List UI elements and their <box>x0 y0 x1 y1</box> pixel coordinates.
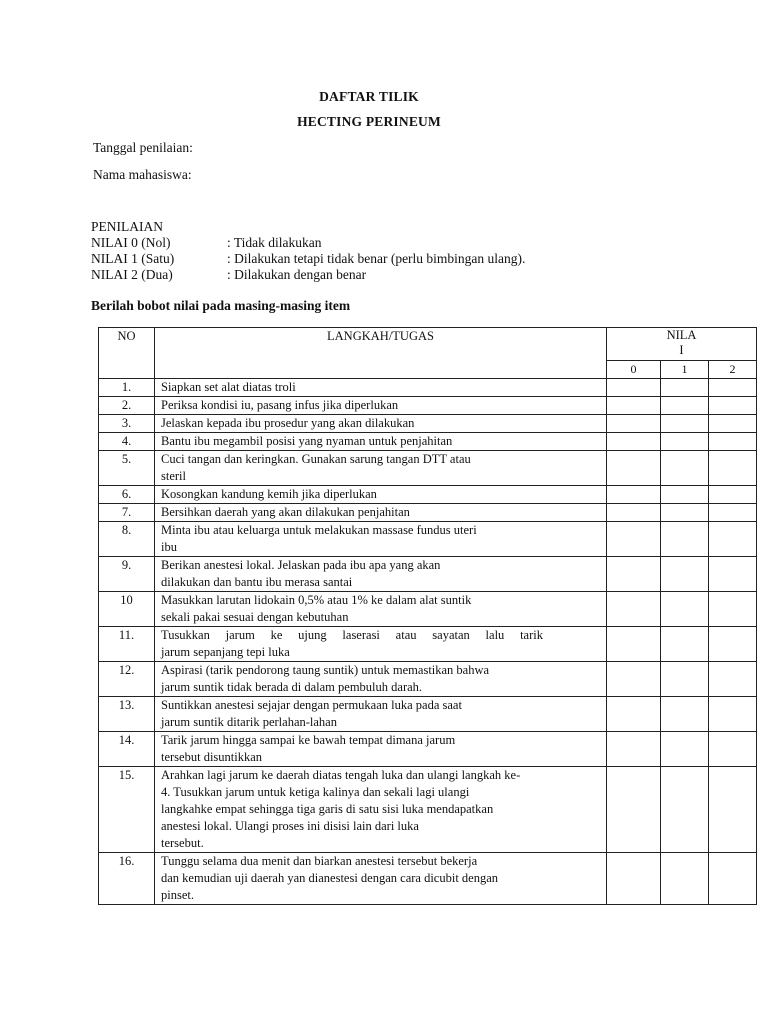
row-task <box>155 767 607 853</box>
document-title: DAFTAR TILIK <box>319 89 419 104</box>
score-cell-2[interactable] <box>709 853 757 905</box>
score-cell-2[interactable] <box>709 504 757 522</box>
score-cell-1[interactable] <box>661 767 709 853</box>
task-line: anestesi lokal. Ulangi proses ini disisi lain dari luka <box>161 819 419 833</box>
score-cell-2[interactable] <box>709 662 757 697</box>
row-task <box>155 486 607 504</box>
score-cell-2[interactable] <box>709 397 757 415</box>
task-line: Tarik jarum hingga sampai ke bawah tempat dimana jarum <box>161 733 456 747</box>
task-line: steril <box>161 469 186 483</box>
row-number: 8. <box>99 522 155 557</box>
task-line: pinset. <box>161 888 194 902</box>
score-cell-0[interactable] <box>607 662 661 697</box>
score-cell-0[interactable] <box>607 627 661 662</box>
score-cell-0[interactable] <box>607 557 661 592</box>
table-row <box>99 627 757 662</box>
row-number: 7. <box>99 504 155 522</box>
nilai-level-desc: : Dilakukan tetapi tidak benar (perlu bimbingan ulang). <box>227 251 526 266</box>
score-cell-0[interactable] <box>607 697 661 732</box>
nilai-level-row <box>91 235 322 251</box>
header-langkah-tugas: LANGKAH/TUGAS <box>155 328 607 379</box>
score-cell-0[interactable] <box>607 415 661 433</box>
table-row <box>99 592 757 627</box>
score-cell-2[interactable] <box>709 627 757 662</box>
checklist-table <box>98 327 757 905</box>
row-task <box>155 379 607 397</box>
table-row <box>99 732 757 767</box>
task-line: sekali pakai sesuai dengan kebutuhan <box>161 610 349 624</box>
score-cell-0[interactable] <box>607 397 661 415</box>
row-task <box>155 662 607 697</box>
instruction-text: Berilah bobot nilai pada masing-masing item <box>91 298 351 313</box>
score-header-1: 1 <box>661 361 709 379</box>
score-cell-0[interactable] <box>607 379 661 397</box>
header-nilai-line: NILA <box>666 328 697 342</box>
score-cell-1[interactable] <box>661 504 709 522</box>
row-task <box>155 557 607 592</box>
score-cell-0[interactable] <box>607 767 661 853</box>
row-number: 3. <box>99 415 155 433</box>
row-task <box>155 697 607 732</box>
score-cell-1[interactable] <box>661 853 709 905</box>
task-line: dan kemudian uji daerah yan dianestesi dengan cara dicubit dengan <box>161 871 499 885</box>
table-row <box>99 522 757 557</box>
score-cell-0[interactable] <box>607 592 661 627</box>
score-cell-0[interactable] <box>607 504 661 522</box>
score-cell-2[interactable] <box>709 433 757 451</box>
table-row <box>99 853 757 905</box>
task-line: Suntikkan anestesi sejajar dengan permukaan luka pada saat <box>161 698 462 712</box>
score-cell-2[interactable] <box>709 415 757 433</box>
task-line: tersebut disuntikkan <box>161 750 263 764</box>
nilai-level-row <box>91 251 525 267</box>
score-cell-1[interactable] <box>661 379 709 397</box>
task-line: jarum suntik ditarik perlahan-lahan <box>161 715 337 729</box>
table-row <box>99 697 757 732</box>
task-line: Tunggu selama dua menit dan biarkan anestesi tersebut bekerja <box>161 854 478 868</box>
row-number: 6. <box>99 486 155 504</box>
score-cell-2[interactable] <box>709 522 757 557</box>
row-task <box>155 433 607 451</box>
score-header-0: 0 <box>607 361 661 379</box>
score-cell-1[interactable] <box>661 397 709 415</box>
score-cell-0[interactable] <box>607 522 661 557</box>
score-cell-2[interactable] <box>709 697 757 732</box>
row-task <box>155 592 607 627</box>
score-cell-0[interactable] <box>607 433 661 451</box>
row-task <box>155 504 607 522</box>
score-cell-1[interactable] <box>661 451 709 486</box>
header-nilai <box>607 328 757 361</box>
row-task <box>155 415 607 433</box>
score-cell-2[interactable] <box>709 379 757 397</box>
table-row <box>99 504 757 522</box>
header-nilai-line: I <box>679 343 684 357</box>
score-cell-2[interactable] <box>709 767 757 853</box>
row-task <box>155 451 607 486</box>
score-cell-0[interactable] <box>607 853 661 905</box>
row-number: 1. <box>99 379 155 397</box>
table-row <box>99 662 757 697</box>
task-line: jarum sepanjang tepi luka <box>161 645 290 659</box>
score-cell-1[interactable] <box>661 627 709 662</box>
penilaian-heading: PENILAIAN <box>91 219 163 234</box>
table-row <box>99 433 757 451</box>
task-line: Arahkan lagi jarum ke daerah diatas tengah luka dan ulangi langkah ke- <box>161 768 521 782</box>
task-line: Siapkan set alat diatas troli <box>161 380 296 394</box>
score-cell-2[interactable] <box>709 486 757 504</box>
row-number: 9. <box>99 557 155 592</box>
row-number: 13. <box>99 697 155 732</box>
task-line: Tusukkan jarum ke ujung laserasi atau sayatan lalu tarik <box>161 628 543 642</box>
task-line: Masukkan larutan lidokain 0,5% atau 1% ke dalam alat suntik <box>161 593 472 607</box>
task-line: jarum suntik tidak berada di dalam pembuluh darah. <box>161 680 423 694</box>
task-line: Bersihkan daerah yang akan dilakukan penjahitan <box>161 505 410 519</box>
score-cell-1[interactable] <box>661 697 709 732</box>
row-number: 2. <box>99 397 155 415</box>
tanggal-penilaian-label: Tanggal penilaian: <box>93 140 193 155</box>
row-task <box>155 522 607 557</box>
row-task <box>155 627 607 662</box>
nilai-level-desc: : Dilakukan dengan benar <box>227 267 367 282</box>
row-number: 16. <box>99 853 155 905</box>
row-number: 5. <box>99 451 155 486</box>
score-cell-1[interactable] <box>661 522 709 557</box>
task-line: Periksa kondisi iu, pasang infus jika diperlukan <box>161 398 399 412</box>
score-cell-0[interactable] <box>607 486 661 504</box>
row-number: 15. <box>99 767 155 853</box>
score-cell-2[interactable] <box>709 451 757 486</box>
task-line: Bantu ibu megambil posisi yang nyaman untuk penjahitan <box>161 434 453 448</box>
nilai-level-label: NILAI 1 (Satu) <box>91 251 175 266</box>
nilai-level-label: NILAI 2 (Dua) <box>91 267 173 282</box>
row-number: 14. <box>99 732 155 767</box>
nilai-level-desc: : Tidak dilakukan <box>227 235 322 250</box>
row-task <box>155 397 607 415</box>
table-row <box>99 379 757 397</box>
task-line: Minta ibu atau keluarga untuk melakukan massase fundus uteri <box>161 523 477 537</box>
score-cell-0[interactable] <box>607 732 661 767</box>
row-task <box>155 853 607 905</box>
score-cell-1[interactable] <box>661 415 709 433</box>
task-line: tersebut. <box>161 836 204 850</box>
score-cell-1[interactable] <box>661 662 709 697</box>
task-line: ibu <box>161 540 177 554</box>
table-row <box>99 486 757 504</box>
score-cell-2[interactable] <box>709 557 757 592</box>
task-line: Cuci tangan dan keringkan. Gunakan sarung tangan DTT atau <box>161 452 471 466</box>
task-line: Jelaskan kepada ibu prosedur yang akan dilakukan <box>161 416 415 430</box>
header-no: NO <box>99 328 155 379</box>
task-line: dilakukan dan bantu ibu merasa santai <box>161 575 353 589</box>
table-row <box>99 415 757 433</box>
row-number: 4. <box>99 433 155 451</box>
row-task <box>155 732 607 767</box>
row-number: 12. <box>99 662 155 697</box>
score-header-2: 2 <box>709 361 757 379</box>
score-cell-1[interactable] <box>661 486 709 504</box>
nilai-level-label: NILAI 0 (Nol) <box>91 235 171 250</box>
table-header-row <box>99 328 757 361</box>
task-line: langkahke empat sehingga tiga garis di satu sisi luka mendapatkan <box>161 802 494 816</box>
checklist-body <box>99 328 757 905</box>
document-subtitle: HECTING PERINEUM <box>297 114 441 129</box>
table-row <box>99 397 757 415</box>
score-cell-0[interactable] <box>607 451 661 486</box>
table-row <box>99 767 757 853</box>
nilai-level-row <box>91 267 366 283</box>
score-cell-2[interactable] <box>709 732 757 767</box>
table-row <box>99 557 757 592</box>
task-line: 4. Tusukkan jarum untuk ketiga kalinya dan sekali lagi ulangi <box>161 785 470 799</box>
row-number: 11. <box>99 627 155 662</box>
score-cell-1[interactable] <box>661 557 709 592</box>
task-line: Kosongkan kandung kemih jika diperlukan <box>161 487 377 501</box>
task-line: Aspirasi (tarik pendorong taung suntik) untuk memastikan bahwa <box>161 663 490 677</box>
score-cell-1[interactable] <box>661 433 709 451</box>
row-number: 10 <box>99 592 155 627</box>
table-row <box>99 451 757 486</box>
nama-mahasiswa-label: Nama mahasiswa: <box>93 167 192 182</box>
task-line: Berikan anestesi lokal. Jelaskan pada ibu apa yang akan <box>161 558 441 572</box>
score-cell-2[interactable] <box>709 592 757 627</box>
score-cell-1[interactable] <box>661 732 709 767</box>
score-cell-1[interactable] <box>661 592 709 627</box>
